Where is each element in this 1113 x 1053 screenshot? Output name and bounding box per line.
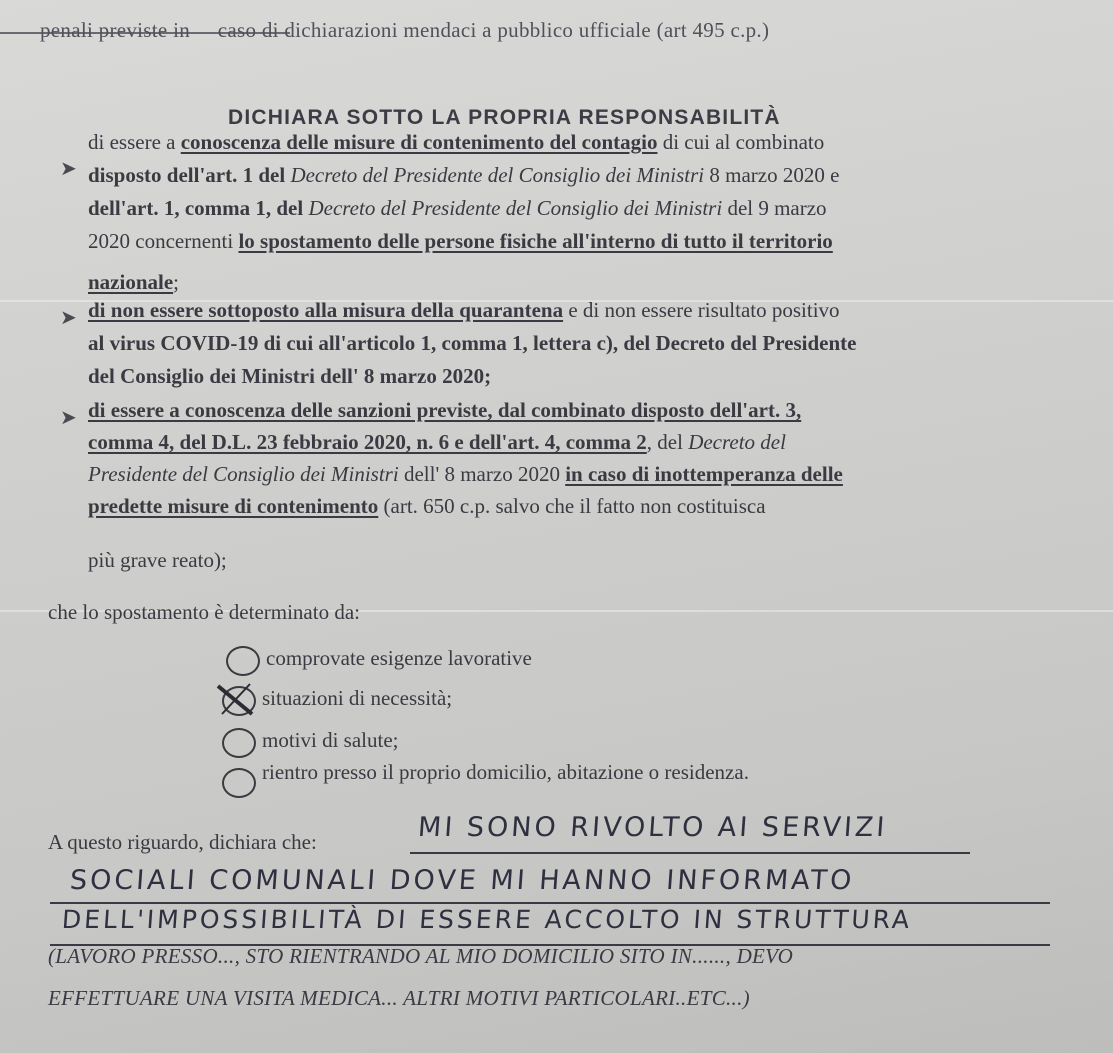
bullet-arrow-icon: ➤ xyxy=(60,158,77,180)
option-label-work: comprovate esigenze lavorative xyxy=(266,646,532,670)
example-text-line-1: (LAVORO PRESSO..., STO RIENTRANDO AL MIO DOMICILIO SITO IN......, DEVO xyxy=(48,944,794,968)
check-mark-x-icon xyxy=(216,682,256,718)
bullet-3-line-2: comma 4, del D.L. 23 febbraio 2020, n. 6 e dell'art. 4, comma 2, del Decreto del xyxy=(88,430,786,454)
handwritten-line-2: SOCIALI COMUNALI DOVE MI HANNO INFORMATO xyxy=(68,865,856,896)
bullet-2-line-3: del Consiglio dei Ministri dell' 8 marzo 2020; xyxy=(88,364,492,388)
option-checkbox-work[interactable] xyxy=(226,646,260,676)
move-intro: che lo spostamento è determinato da: xyxy=(48,600,360,624)
bullet-3-line-3: Presidente del Consiglio dei Ministri dell' 8 marzo 2020 in caso di inottemperanza delle xyxy=(88,462,843,486)
option-checkbox-health[interactable] xyxy=(222,728,256,758)
option-label-necessity: situazioni di necessità; xyxy=(262,686,453,710)
declaration-heading: DICHIARA SOTTO LA PROPRIA RESPONSABILITÀ xyxy=(228,106,781,129)
handwritten-line-1: MI SONO RIVOLTO AI SERVIZI xyxy=(416,812,889,843)
bullet-1-line-3: dell'art. 1, comma 1, del Decreto del Presidente del Consiglio dei Ministri del 9 marzo xyxy=(88,196,827,220)
bullet-3-line-1: di essere a conoscenza delle sanzioni previste, dal combinato disposto dell'art. 3, xyxy=(88,398,802,422)
penalty-note xyxy=(40,18,769,43)
option-label-health: motivi di salute; xyxy=(262,728,399,752)
handwritten-line-3: DELL'IMPOSSIBILITÀ DI ESSERE ACCOLTO IN STRUTTURA xyxy=(60,905,914,934)
option-checkbox-necessity[interactable] xyxy=(222,686,256,716)
penalty-note-part1: penali previste in xyxy=(40,18,191,42)
bullet-2-line-1: di non essere sottoposto alla misura della quarantena e di non essere risultato positivo xyxy=(88,298,840,322)
penalty-note-part2: caso di dichiarazioni mendaci a pubblico ufficiale (art 495 c.p.) xyxy=(217,18,770,42)
bullet-1-line-4: 2020 concernenti lo spostamento delle persone fisiche all'interno di tutto il territorio xyxy=(88,229,833,253)
bullet-3-line-4: predette misure di contenimento (art. 650 c.p. salvo che il fatto non costituisca xyxy=(88,494,766,518)
declare-label: A questo riguardo, dichiara che: xyxy=(48,830,317,854)
option-label-return-home: rientro presso il proprio domicilio, abitazione o residenza. xyxy=(262,760,749,784)
bullet-3-line-5: più grave reato); xyxy=(88,548,227,572)
example-text-line-2: EFFETTUARE UNA VISITA MEDICA... ALTRI MOTIVI PARTICOLARI..ETC...) xyxy=(48,986,750,1010)
bullet-1-line-1: di essere a conoscenza delle misure di contenimento del contagio di cui al combinato xyxy=(88,130,825,154)
bullet-1-line-2: disposto dell'art. 1 del Decreto del Presidente del Consiglio dei Ministri 8 marzo 2020 e xyxy=(88,163,840,187)
bullet-2-line-2: al virus COVID-19 di cui all'articolo 1, comma 1, lettera c), del Decreto del Presidente xyxy=(88,331,857,355)
bullet-arrow-icon: ➤ xyxy=(60,307,77,329)
writing-rule xyxy=(410,852,970,854)
option-checkbox-return-home[interactable] xyxy=(222,768,256,798)
bullet-arrow-icon: ➤ xyxy=(60,407,77,429)
writing-rule xyxy=(50,902,1050,904)
bullet-1-line-5: nazionale; xyxy=(88,270,180,294)
